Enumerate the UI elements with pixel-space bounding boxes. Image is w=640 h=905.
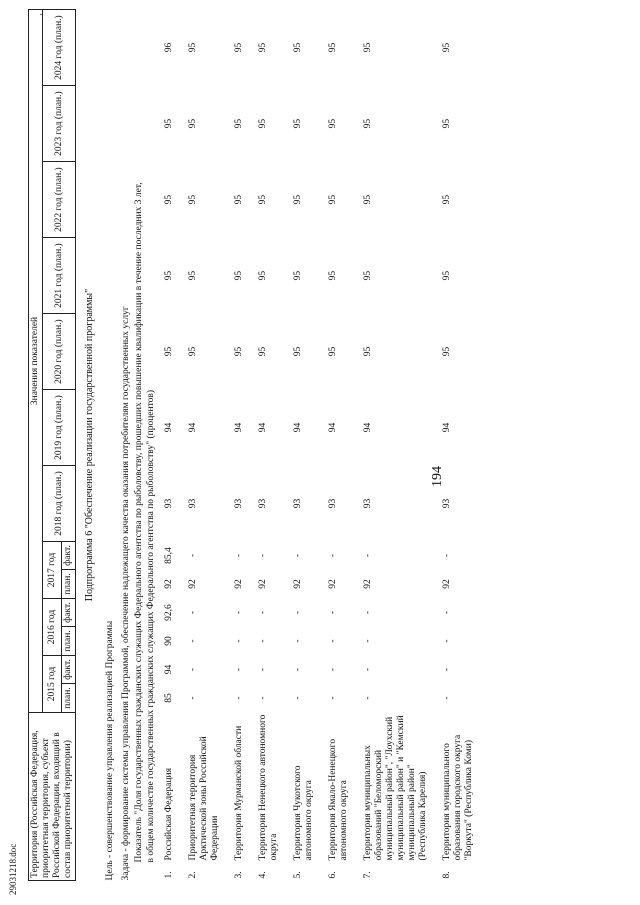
table-row xyxy=(185,10,231,881)
value-cell: - xyxy=(293,639,303,643)
value-cell: - xyxy=(188,639,198,643)
value-cell: - xyxy=(328,667,338,672)
territory-name: Территория Ненецкого автономного округа xyxy=(258,714,279,861)
planned-year-header: 2020 год (план.) xyxy=(43,314,76,390)
planned-year-header: 2023 год (план.) xyxy=(43,86,76,162)
plan-header: план. xyxy=(62,627,76,656)
planned-year-header: 2022 год (план.) xyxy=(43,162,76,238)
fact-header: факт. xyxy=(62,599,76,627)
value-cell: 93 xyxy=(328,498,338,509)
value-cell: 93 xyxy=(442,498,452,509)
table-row xyxy=(360,10,439,881)
value-cell: - xyxy=(258,696,268,700)
value-cell: 95 xyxy=(442,118,452,129)
row-number: 8. xyxy=(442,871,452,879)
value-cell: 94 xyxy=(234,422,244,433)
value-cell: 92 xyxy=(234,579,244,589)
value-cell: - xyxy=(442,696,452,700)
row-number: 4. xyxy=(258,871,268,879)
document-id: 29031218.doc xyxy=(8,843,18,895)
value-cell: - xyxy=(258,639,268,643)
value-cell: 95 xyxy=(234,42,244,53)
value-cell: 93 xyxy=(258,498,268,509)
indicator-text: Показатель "Доля государственных гражданских служащих Федерального агентства по рыболовству, прошедших повышение квалификации в течение последних 3 лет, xyxy=(134,182,144,863)
value-cell: 93 xyxy=(164,498,174,509)
table-row xyxy=(161,10,185,881)
year-2015-header: 2015 год xyxy=(43,656,62,713)
value-cell: 93 xyxy=(363,498,373,509)
fact-header: факт. xyxy=(62,656,76,684)
value-cell: 93 xyxy=(188,498,198,509)
value-cell: - xyxy=(188,667,198,672)
value-cell: - xyxy=(442,667,452,672)
value-cell: 92 xyxy=(442,579,452,589)
value-cell: 95 xyxy=(442,42,452,53)
value-cell: 95 xyxy=(188,194,198,205)
goal-text: Цель - совершенствование управления реализацией Программы xyxy=(105,620,115,881)
value-cell: - xyxy=(188,610,198,615)
territory-name: Территория муниципальных образований "Беломорский муниципальный район", "Лоухский муниципальный район" и "Кемский муниципальный район" (Республика Карелия) xyxy=(363,715,428,861)
row-number: 6. xyxy=(328,871,338,879)
value-cell: 90 xyxy=(164,636,174,646)
value-cell: 95 xyxy=(188,270,198,281)
table-row xyxy=(255,10,290,881)
value-cell: - xyxy=(293,696,303,700)
value-cell: 94 xyxy=(293,422,303,433)
values-header: Значения показателей xyxy=(29,10,43,713)
plan-header: план. xyxy=(62,684,76,713)
value-cell: - xyxy=(363,553,373,558)
value-cell: 95 xyxy=(164,270,174,281)
value-cell: 93 xyxy=(293,498,303,509)
value-cell: 95 xyxy=(363,42,373,53)
row-number: 1. xyxy=(164,871,174,879)
value-cell: - xyxy=(258,553,268,558)
territory-header: Территория (Российская Федерация, приоритетная территория, субъект Российской Федерации, входящий в состав приоритетной территории) xyxy=(29,713,76,881)
value-cell: 93 xyxy=(234,498,244,509)
value-cell: 95 xyxy=(328,118,338,129)
value-cell: 95 xyxy=(164,194,174,205)
value-cell: - xyxy=(442,553,452,558)
value-cell: 95 xyxy=(363,270,373,281)
value-cell: 85,4 xyxy=(164,547,174,564)
value-cell: 94 xyxy=(363,422,373,433)
value-cell: - xyxy=(234,639,244,643)
territory-name: Территория Ямало-Ненецкого автономного округа xyxy=(328,738,349,861)
table-row xyxy=(325,10,360,881)
value-cell: 94 xyxy=(164,664,174,675)
value-cell: - xyxy=(234,696,244,700)
value-cell: 92,6 xyxy=(164,604,174,621)
value-cell: 95 xyxy=(328,194,338,205)
value-cell: - xyxy=(442,639,452,643)
value-cell: 95 xyxy=(258,42,268,53)
value-cell: - xyxy=(363,696,373,700)
value-cell: 96 xyxy=(164,42,174,53)
value-cell: - xyxy=(188,696,198,700)
value-cell: 95 xyxy=(442,270,452,281)
planned-year-header: 2021 год (план.) xyxy=(43,238,76,314)
value-cell: 95 xyxy=(363,118,373,129)
value-cell: 95 xyxy=(293,194,303,205)
value-cell: 95 xyxy=(293,118,303,129)
value-cell: 95 xyxy=(234,270,244,281)
year-2017-header: 2017 год xyxy=(43,542,62,599)
value-cell: - xyxy=(234,667,244,672)
value-cell: 95 xyxy=(442,194,452,205)
planned-year-header: 2019 год (план.) xyxy=(43,390,76,466)
value-cell: - xyxy=(363,610,373,615)
planned-year-header: 2018 год (план.) xyxy=(43,466,76,542)
value-cell: 95 xyxy=(328,270,338,281)
territory-name: Территория Мурманской области xyxy=(234,725,244,861)
year-2016-header: 2016 год xyxy=(43,599,62,656)
value-cell: 94 xyxy=(442,422,452,433)
territory-name: Территория муниципального образования городского округа "Воркута" (Республика Коми) xyxy=(442,734,474,861)
territory-name: Территория Чукотского автономного округа xyxy=(293,765,314,861)
value-cell: 92 xyxy=(164,579,174,589)
value-cell: 95 xyxy=(293,346,303,357)
task-text: Задача - формирование системы управления Программой, обеспечение надлежащего качества оказания потребителям государственных услуг xyxy=(121,306,131,881)
value-cell: 94 xyxy=(164,422,174,433)
value-cell: 95 xyxy=(293,270,303,281)
value-cell: 95 xyxy=(258,118,268,129)
value-cell: - xyxy=(328,553,338,558)
fact-header: факт. xyxy=(62,542,76,570)
table-row xyxy=(290,10,325,881)
indicator-text-continued: в общем количестве государственных гражданских служащих Федерального агентства по рыболовству" (процентов) xyxy=(146,389,156,863)
value-cell: 95 xyxy=(442,346,452,357)
value-cell: 92 xyxy=(363,579,373,589)
value-cell: 92 xyxy=(188,579,198,589)
page-number: 194 xyxy=(430,466,445,487)
value-cell: 95 xyxy=(328,42,338,53)
value-cell: - xyxy=(234,553,244,558)
value-cell: 94 xyxy=(328,422,338,433)
table-row xyxy=(439,10,485,881)
value-cell: - xyxy=(293,667,303,672)
plan-header: план. xyxy=(62,570,76,599)
row-number: 5. xyxy=(293,871,303,879)
value-cell: - xyxy=(363,639,373,643)
value-cell: 92 xyxy=(293,579,303,589)
table-row xyxy=(231,10,255,881)
planned-year-header: 2024 год (план.) xyxy=(43,10,76,86)
value-cell: - xyxy=(293,610,303,615)
value-cell: 95 xyxy=(188,346,198,357)
value-cell: 95 xyxy=(363,346,373,357)
value-cell: 94 xyxy=(188,422,198,433)
value-cell: 95 xyxy=(234,194,244,205)
value-cell: 95 xyxy=(164,346,174,357)
value-cell: 85 xyxy=(164,693,174,703)
value-cell: - xyxy=(234,610,244,615)
value-cell: 95 xyxy=(234,118,244,129)
value-cell: - xyxy=(188,553,198,558)
value-cell: - xyxy=(293,553,303,558)
value-cell: 92 xyxy=(328,579,338,589)
value-cell: 95 xyxy=(258,270,268,281)
value-cell: 95 xyxy=(293,42,303,53)
value-cell: - xyxy=(442,610,452,615)
subprogram-title: Подпрограмма 6 "Обеспечение реализации государственной программы" xyxy=(84,288,95,602)
value-cell: - xyxy=(328,610,338,615)
row-number: 3. xyxy=(234,871,244,879)
value-cell: - xyxy=(258,667,268,672)
value-cell: 95 xyxy=(363,194,373,205)
value-cell: 92 xyxy=(258,579,268,589)
value-cell: 95 xyxy=(188,42,198,53)
indicator-table xyxy=(28,9,485,881)
value-cell: 94 xyxy=(258,422,268,433)
territory-name: Приоритетная территория Арктической зоны Российской Федерации xyxy=(188,736,220,861)
value-cell: - xyxy=(328,639,338,643)
value-cell: 95 xyxy=(234,346,244,357)
value-cell: 95 xyxy=(258,346,268,357)
row-number: 2. xyxy=(188,871,198,879)
row-number: 7. xyxy=(363,871,373,879)
value-cell: 95 xyxy=(164,118,174,129)
value-cell: - xyxy=(363,667,373,672)
value-cell: 95 xyxy=(258,194,268,205)
value-cell: 95 xyxy=(188,118,198,129)
value-cell: - xyxy=(328,696,338,700)
territory-name: Российская Федерация xyxy=(164,768,174,861)
value-cell: - xyxy=(258,610,268,615)
value-cell: 95 xyxy=(328,346,338,357)
